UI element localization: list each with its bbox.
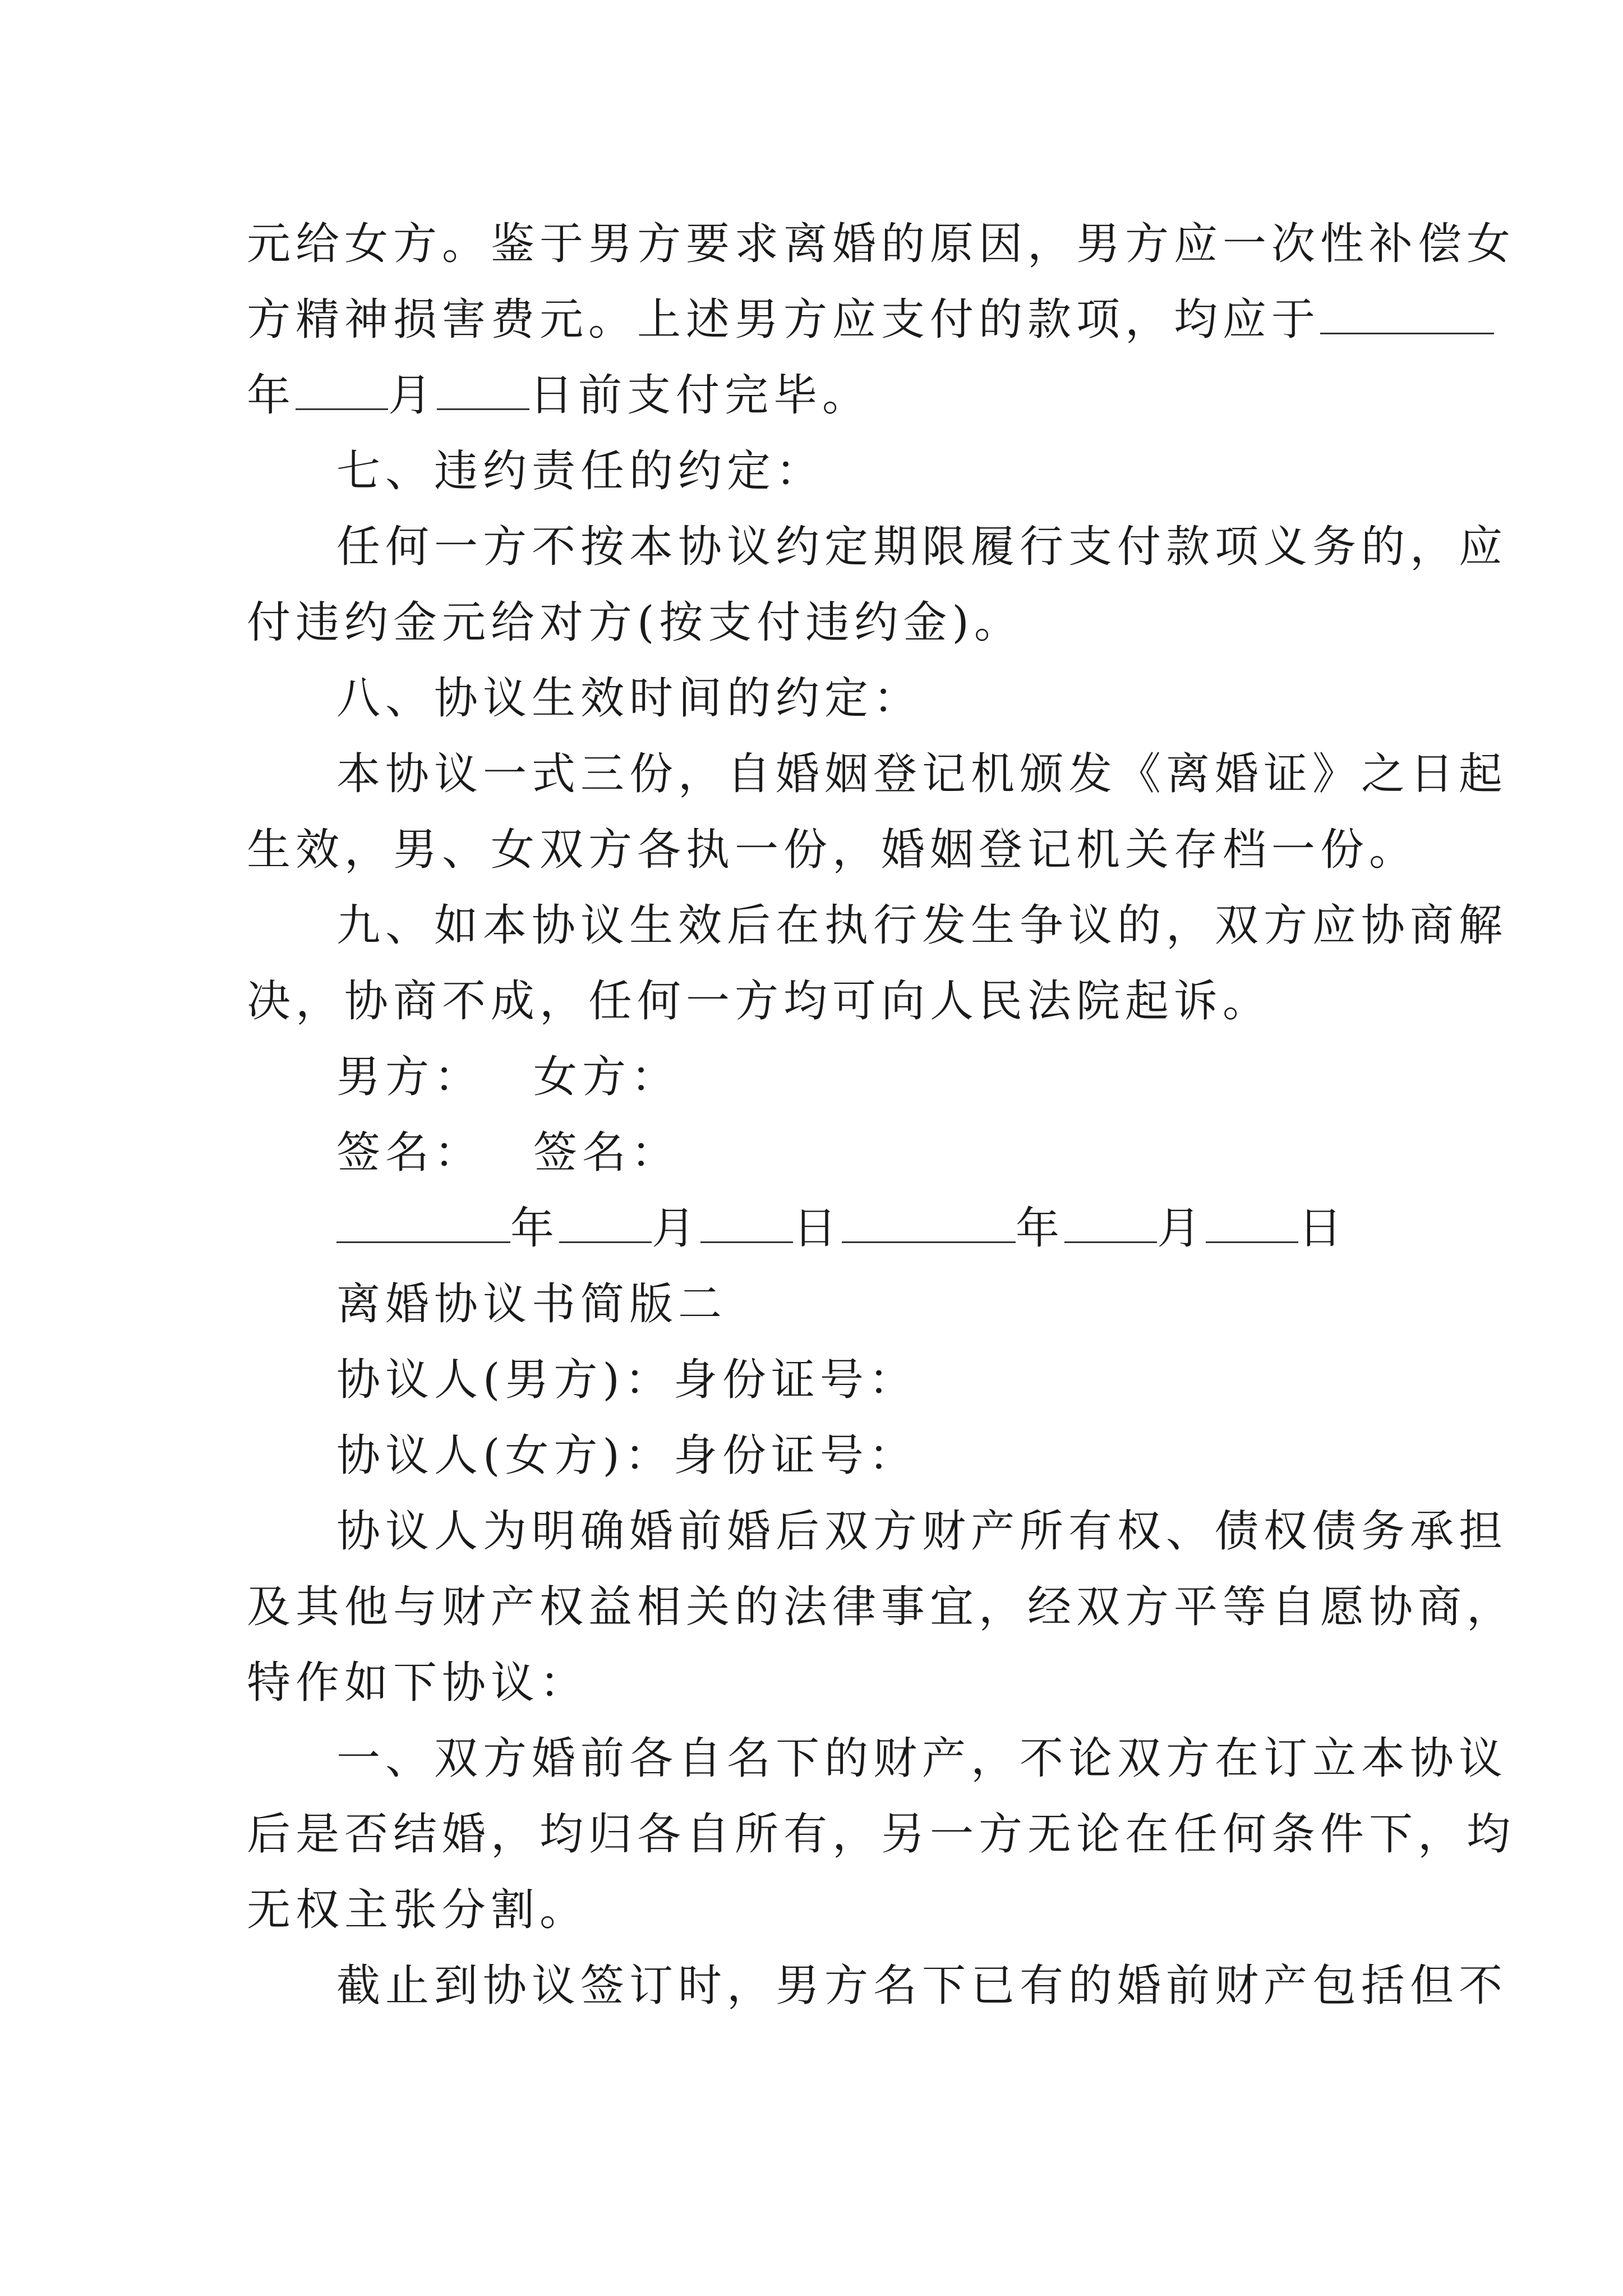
blank-month-field[interactable] — [559, 1202, 652, 1243]
male-signature-label: 签名： — [336, 1128, 483, 1178]
day-label: 日 — [1298, 1203, 1348, 1254]
section-heading: 七、违约责任的约定： — [336, 446, 825, 496]
signature-labels — [336, 1125, 1481, 1181]
paragraph-line: 特作如下协议： — [247, 1658, 589, 1708]
day-suffix: 日前支付完毕。 — [529, 370, 872, 421]
party-id-line: 协议人(男方)：身份证号： — [336, 1355, 917, 1405]
blank-day-field[interactable] — [700, 1202, 793, 1243]
blank-year-field[interactable] — [336, 1202, 510, 1243]
party-id-line: 协议人(女方)：身份证号： — [336, 1430, 917, 1481]
male-label: 男方： — [336, 1052, 483, 1102]
female-label: 女方： — [533, 1052, 680, 1102]
year-label: 年 — [510, 1203, 560, 1254]
blank-month-field[interactable] — [296, 369, 388, 410]
line-text: 方精神损害费元。上述男方应支付的款项，均应于 — [247, 295, 1321, 345]
signature-date-line — [336, 1200, 1481, 1257]
blank-month-field[interactable] — [1064, 1202, 1157, 1243]
month-label: 月 — [652, 1203, 701, 1254]
paragraph-line — [247, 292, 1391, 348]
year-label: 年 — [1016, 1203, 1065, 1254]
paragraph-line: 元给女方。鉴于男方要求离婚的原因，男方应一次性补偿女 — [247, 219, 1516, 269]
paragraph-line: 一、双方婚前各自名下的财产，不论双方在订立本协议 — [336, 1733, 1508, 1784]
month-label: 月 — [388, 370, 437, 421]
female-signature-label: 签名： — [533, 1128, 680, 1178]
month-label: 月 — [1157, 1203, 1206, 1254]
subtitle: 离婚协议书简版二 — [336, 1279, 727, 1329]
paragraph-line: 无权主张分割。 — [247, 1885, 589, 1935]
blank-day-field[interactable] — [437, 369, 529, 410]
year-label: 年 — [247, 370, 296, 421]
payment-date-line — [247, 367, 1391, 424]
paragraph-line: 生效，男、女双方各执一份，婚姻登记机关存档一份。 — [247, 825, 1418, 875]
paragraph-line: 九、如本协议生效后在执行发生争议的，双方应协商解 — [336, 900, 1508, 951]
party-labels — [336, 1049, 1481, 1105]
paragraph-line: 付违约金元给对方(按支付违约金)。 — [247, 597, 1023, 648]
section-heading: 八、协议生效时间的约定： — [336, 673, 923, 724]
paragraph-line: 本协议一式三份，自婚姻登记机颁发《离婚证》之日起 — [336, 749, 1508, 799]
blank-day-field[interactable] — [1206, 1202, 1298, 1243]
blank-year-field[interactable] — [842, 1202, 1016, 1243]
day-label: 日 — [793, 1203, 842, 1254]
paragraph-line: 协议人为明确婚前婚后双方财产所有权、债权债务承担 — [336, 1506, 1508, 1557]
paragraph-line: 任何一方不按本协议约定期限履行支付款项义务的，应 — [336, 522, 1508, 572]
paragraph-line: 截止到协议签订时，男方名下已有的婚前财产包括但不 — [336, 1961, 1508, 2011]
paragraph-line: 后是否结婚，均归各自所有，另一方无论在任何条件下，均 — [247, 1809, 1516, 1860]
blank-year-field[interactable] — [1320, 293, 1494, 334]
paragraph-line: 决，协商不成，任何一方均可向人民法院起诉。 — [247, 976, 1272, 1027]
paragraph-line: 及其他与财产权益相关的法律事宜，经双方平等自愿协商， — [247, 1582, 1516, 1632]
